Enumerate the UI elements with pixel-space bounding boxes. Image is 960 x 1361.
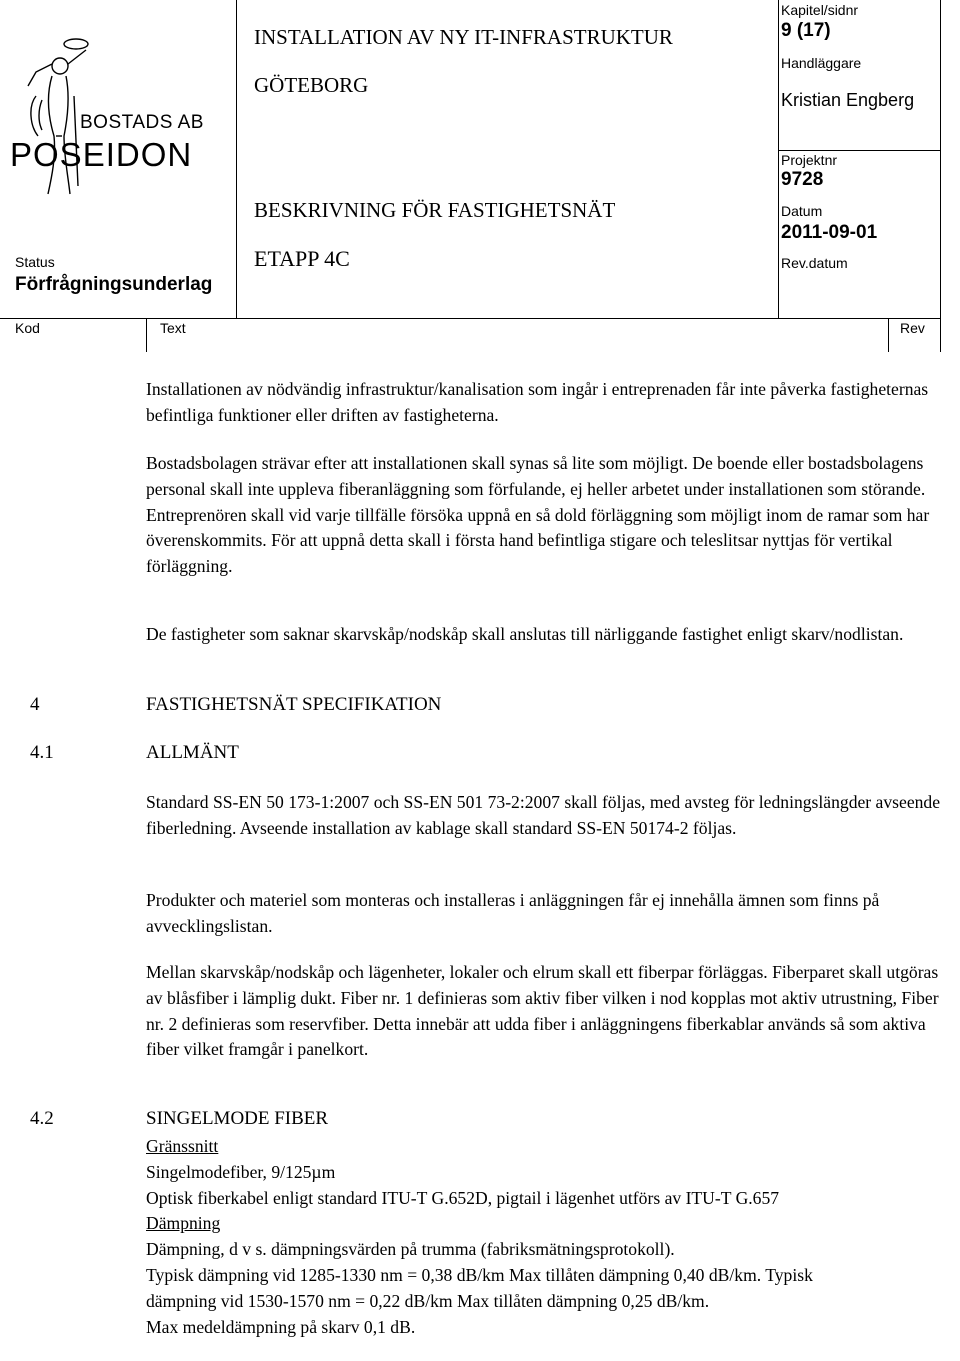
subheading-interface: Gränssnitt [146, 1136, 219, 1156]
paragraph-text: Produkter och materiel som monteras och installeras i anläggningen får ej innehålla ämnen som finns på avvecklingslistan. [146, 890, 880, 936]
handler-label: Handläggare [781, 55, 862, 71]
title-stage: ETAPP 4C [254, 246, 350, 271]
header-rule-mid [778, 150, 940, 151]
paragraph-text: De fastigheter som saknar skarvskåp/nodskåp skall anslutas till närliggande fastighet enligt skarv/nodlistan. [146, 624, 904, 644]
paragraph-infrastructure [146, 377, 951, 429]
chapter-label: Kapitel/sidnr [781, 2, 859, 18]
header-border-right [940, 0, 941, 352]
paragraph-standard [146, 790, 951, 842]
title-description: BESKRIVNING FÖR FASTIGHETSNÄT [254, 198, 616, 222]
spec-attenuation-drum: Dämpning, d v s. dämpningsvärden på trumma (fabriksmätningsprotokoll). [146, 1239, 675, 1260]
column-header-rev: Rev [900, 320, 925, 336]
logo-text-bostads: BOSTADS AB [80, 112, 204, 133]
column-divider-kod [146, 318, 147, 352]
chapter-value: 9 (17) [781, 20, 831, 41]
section-number-4: 4 [30, 694, 40, 715]
section-number-4-2: 4.2 [30, 1108, 54, 1129]
section-number-4-1: 4.1 [30, 742, 54, 763]
date-label: Datum [781, 203, 823, 219]
company-logo [8, 36, 233, 196]
paragraph-visibility [146, 451, 951, 580]
header-rule-bottom [0, 318, 940, 319]
status-label: Status [15, 254, 55, 270]
paragraph-products [146, 888, 951, 940]
column-divider-rev [888, 318, 889, 352]
header-divider-left [236, 0, 237, 318]
paragraph-text: Bostadsbolagen strävar efter att installationen skall synas så lite som möjligt. De boende eller bostadsbolagens personal skall inte uppleva fiberanläggning som förfulande, ej heller arbetet under installationen som störande. Entreprenören skall vid varje tillfälle försöka uppnå en så dold förläggning som möjligt inom de ramar som har överenskommits. För att uppnå detta skall i första hand befintliga stigare och teleslitsar nyttjas för vertikal förläggning. [146, 453, 930, 577]
spec-cable-standard: Optisk fiberkabel enligt standard ITU-T G.652D, pigtail i lägenhet utförs av ITU-T G.657 [146, 1187, 780, 1208]
paragraph-fiber-pairs [146, 960, 951, 1063]
section-title-4: FASTIGHETSNÄT SPECIFIKATION [146, 694, 442, 715]
column-header-text: Text [160, 320, 186, 336]
paragraph-cabinets [146, 622, 951, 648]
spec-attenuation-values: Typisk dämpning vid 1285-1330 nm = 0,38 dB/km Max tillåten dämpning 0,40 dB/km. Typisk dämpning vid 1530-1570 nm = 0,22 dB/km Max tillåten dämpning 0,25 dB/km. [146, 1264, 813, 1311]
paragraph-text: Mellan skarvskåp/nodskåp och lägenheter, lokaler och elrum skall ett fiberpar förläggas. Fiberparet skall utgöras av blåsfiber i lämplig dukt. Fiber nr. 1 definieras som aktiv fiber vilken i nod kopplas mot aktiv utrustning, Fiber nr. 2 definieras som reservfiber. Detta innebär att udda fiber i anläggningens fiberkablar används så som aktiva fiber vilket framgår i panelkort. [146, 962, 939, 1060]
column-header-kod: Kod [15, 320, 40, 336]
spec-splice-loss: Max medeldämpning på skarv 0,1 dB. [146, 1316, 416, 1337]
spec-fiber-type: Singelmodefiber, 9/125µm [146, 1161, 336, 1182]
section-title-4-1: ALLMÄNT [146, 742, 239, 763]
section-title-4-2: SINGELMODE FIBER [146, 1108, 329, 1129]
project-value: 9728 [781, 169, 824, 190]
header-divider-right [778, 0, 779, 318]
singlemode-details [146, 1134, 951, 1340]
status-value: Förfrågningsunderlag [15, 274, 213, 295]
title-installation: INSTALLATION AV NY IT-INFRASTRUKTUR [254, 25, 673, 49]
paragraph-text: Installationen av nödvändig infrastruktur/kanalisation som ingår i entreprenaden får inte påverka fastigheternas befintliga funktioner eller driften av fastigheterna. [146, 379, 929, 425]
subheading-attenuation: Dämpning [146, 1213, 221, 1234]
project-label: Projektnr [781, 152, 838, 168]
paragraph-text: Standard SS-EN 50 173-1:2007 och SS-EN 501 73-2:2007 skall följas, med avsteg för ledningslängder avseende fiberledning. Avseende installation av kablage skall standard SS-EN 50174-2 följas. [146, 792, 941, 838]
logo-text-poseidon: POSEIDON [10, 136, 193, 173]
date-value: 2011-09-01 [781, 222, 878, 243]
title-city: GÖTEBORG [254, 73, 369, 97]
handler-value: Kristian Engberg [781, 90, 915, 110]
revdate-label: Rev.datum [781, 255, 848, 271]
